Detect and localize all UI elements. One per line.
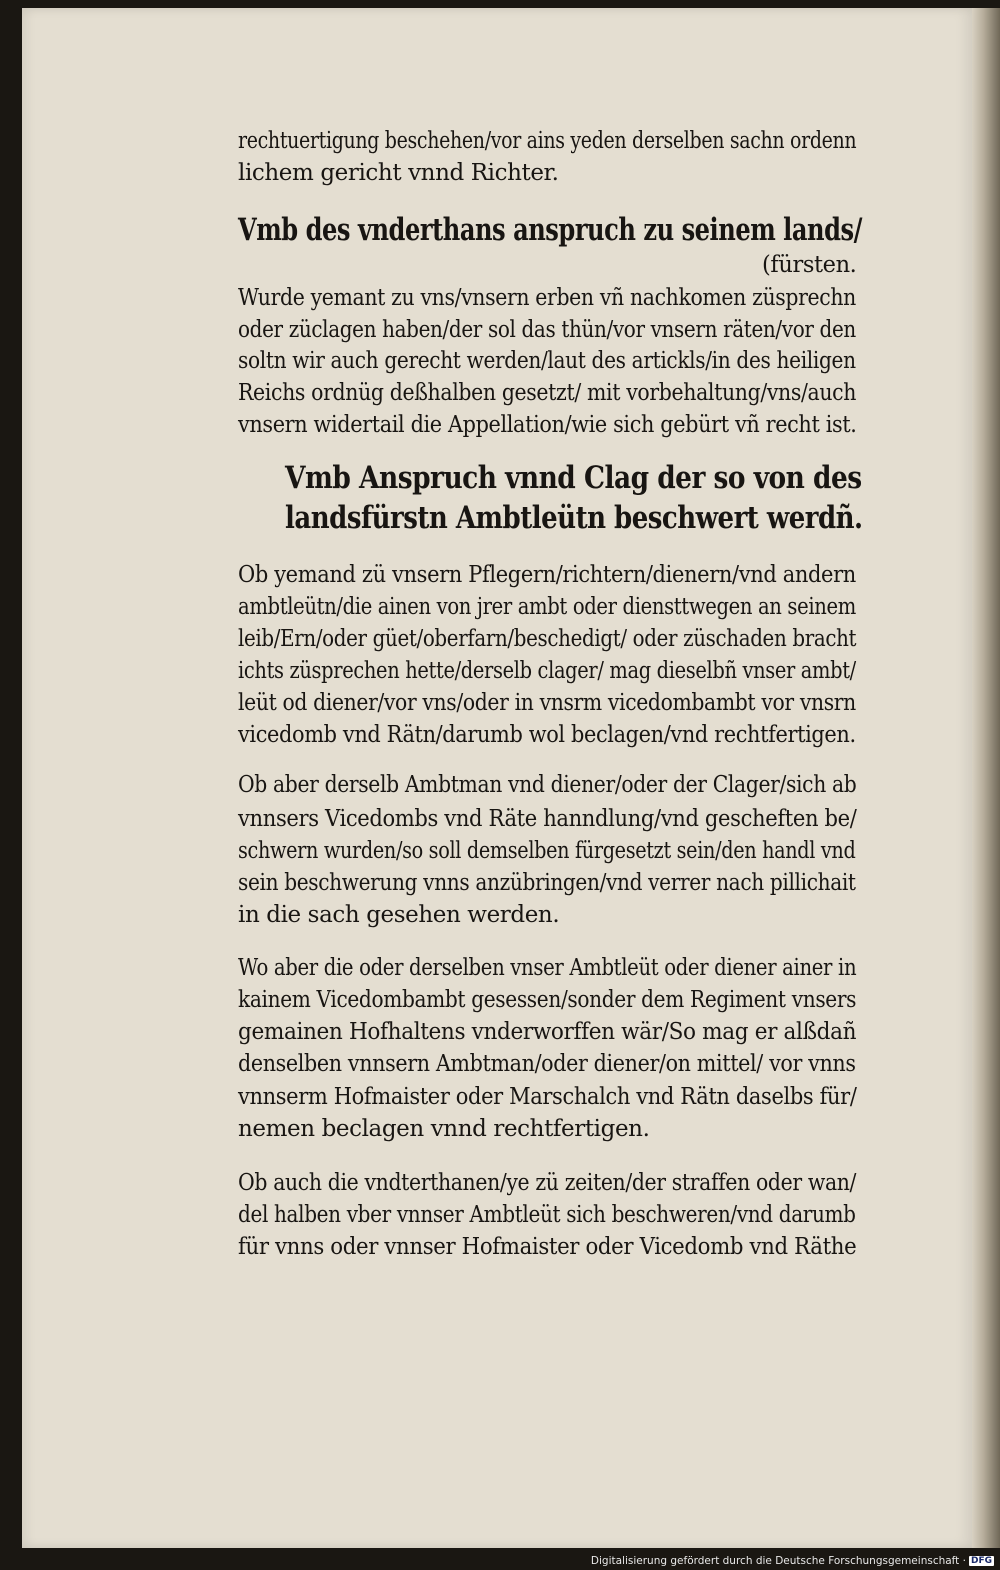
text-line: ichts züsprechen hette/derselb clager/ mag dieselbñ vnser ambt/ <box>238 658 856 684</box>
text-line: vnsern widertail die Appellation/wie sich gebürt vñ recht ist. <box>238 412 857 438</box>
text-line: ambtleütn/die ainen von jrer ambt oder diensttwegen an seinem <box>238 594 856 620</box>
text-line: nemen beclagen vnnd rechtfertigen. <box>238 1116 650 1142</box>
text-line: leib/Ern/oder güet/oberfarn/beschedigt/ oder züschaden bracht <box>238 626 857 652</box>
text-line: del halben vber vnnser Ambtleüt sich beschweren/vnd darumb <box>238 1202 856 1228</box>
section-heading: Vmb des vnderthans anspruch zu seinem lands/ <box>238 212 862 248</box>
section-heading-continuation: (fürsten. <box>762 252 857 278</box>
section-heading: Vmb Anspruch vnnd Clag der so von des <box>285 460 862 496</box>
text-line: Ob auch die vndterthanen/ye zü zeiten/der straffen oder wan/ <box>238 1170 857 1196</box>
text-line: lichem gericht vnnd Richter. <box>238 160 559 186</box>
text-line: kainem Vicedombambt gesessen/sonder dem Regiment vnsers <box>238 987 857 1013</box>
text-line: Ob aber derselb Ambtman vnd diener/oder der Clager/sich ab <box>238 772 857 798</box>
page-edge <box>972 8 1000 1548</box>
text-line: vicedomb vnd Rätn/darumb wol beclagen/vnd rechtfertigen. <box>238 722 856 748</box>
text-line: Reichs ordnüg deßhalben gesetzt/ mit vorbehaltung/vns/auch <box>238 380 857 406</box>
text-line: schwern wurden/so soll demselben fürgesetzt sein/den handl vnd <box>238 838 856 864</box>
text-line: rechtuertigung beschehen/vor ains yeden derselben sachn ordenn <box>238 128 857 154</box>
text-line: oder züclagen haben/der sol das thün/vor vnsern räten/vor den <box>238 317 856 343</box>
text-line: Wurde yemant zu vns/vnsern erben vñ nachkomen züsprechn <box>238 285 856 311</box>
section-heading: landsfürstn Ambtleütn beschwert werdñ. <box>285 500 863 536</box>
text-line: Wo aber die oder derselben vnser Ambtleüt oder diener ainer in <box>238 955 857 981</box>
credit-text: Digitalisierung gefördert durch die Deutsche Forschungsgemeinschaft · <box>590 1555 966 1567</box>
text-line: sein beschwerung vnns anzübringen/vnd verrer nach pillichait <box>238 870 856 896</box>
text-line: vnnsers Vicedombs vnd Räte hanndlung/vnd gescheften be/ <box>238 806 857 832</box>
text-line: Ob yemand zü vnsern Pflegern/richtern/dienern/vnd andern <box>238 562 856 588</box>
text-line: vnnserm Hofmaister oder Marschalch vnd Rätn daselbs für/ <box>238 1084 857 1110</box>
text-line: denselben vnnsern Ambtman/oder diener/on mittel/ vor vnns <box>238 1051 856 1077</box>
text-line: gemainen Hofhaltens vnderworffen wär/So mag er alßdañ <box>238 1019 857 1045</box>
dfg-logo: DFG <box>970 1556 992 1566</box>
text-line: leüt od diener/vor vns/oder in vnsrm vicedombambt vor vnsrn <box>238 690 856 716</box>
text-line: für vnns oder vnnser Hofmaister oder Vicedomb vnd Räthe <box>238 1234 857 1260</box>
text-line: in die sach gesehen werden. <box>238 902 560 928</box>
text-line: soltn wir auch gerecht werden/laut des artickls/in des heiligen <box>238 348 856 374</box>
digitization-credit <box>591 1555 994 1567</box>
